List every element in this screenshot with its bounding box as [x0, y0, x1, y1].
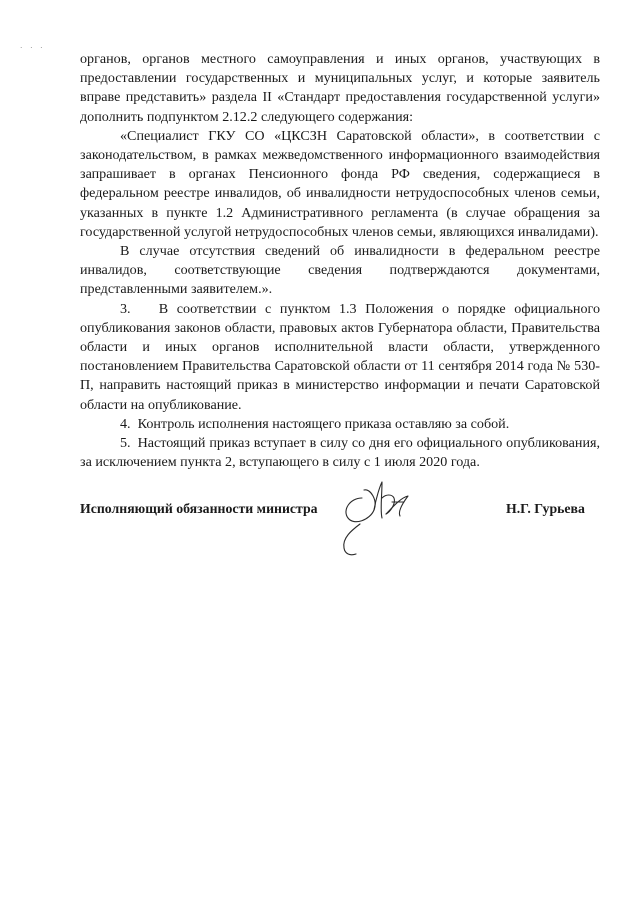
corner-mark: · · · — [20, 44, 46, 52]
paragraph-item-4: 4. Контроль исполнения настоящего приказа оставляю за собой. — [120, 415, 510, 432]
paragraph-continuation: органов, органов местного самоуправления и иных органов, участвующих в предоставлении государственных и муниципальных услуг, и которые заявитель вправе представить» раздела II «Стандарт предоставления государственной услуги» дополнить подпунктом 2.12.2 следующего содержания: — [80, 51, 600, 125]
paragraph-item-3: 3. В соответствии с пунктом 1.3 Положения о порядке официального опубликования законов области, правовых актов Губернатора области, Правительства области и иных органов исполнительной власти области, утвержденного постановлением Правительства Саратовской области от 11 сентября 2014 года № 530-П, направить настоящий приказ в министерство информации и печати Саратовской области на опубликование. — [80, 300, 600, 413]
paragraph-specialist: «Специалист ГКУ СО «ЦКСЗН Саратовской области», в соответствии с законодательством, в рамках межведомственного информационного взаимодействия запрашивает в органах Пенсионного фонда РФ сведения, содержащиеся в федеральном реестре инвалидов, об инвалидности нетрудоспособных членов семьи, указанных в пункте 1.2 Административного регламента (в случае обращения за государственной услугой нетрудоспособных членов семьи, являющихся инвалидами). — [80, 127, 600, 240]
signatory-title: Исполняющий обязанности министра — [80, 501, 318, 516]
paragraph-absence: В случае отсутствия сведений об инвалидности в федеральном реестре инвалидов, соответствующие сведения подтверждаются документами, представленными заявителем.». — [80, 243, 600, 298]
handwritten-signature — [330, 468, 418, 558]
document-body — [80, 50, 600, 472]
paragraph-item-5: 5. Настоящий приказ вступает в силу со дня его официального опубликования, за исключением пункта 2, вступающего в силу с 1 июля 2020 года. — [80, 435, 600, 471]
signatory-name: Н.Г. Гурьева — [506, 501, 585, 516]
